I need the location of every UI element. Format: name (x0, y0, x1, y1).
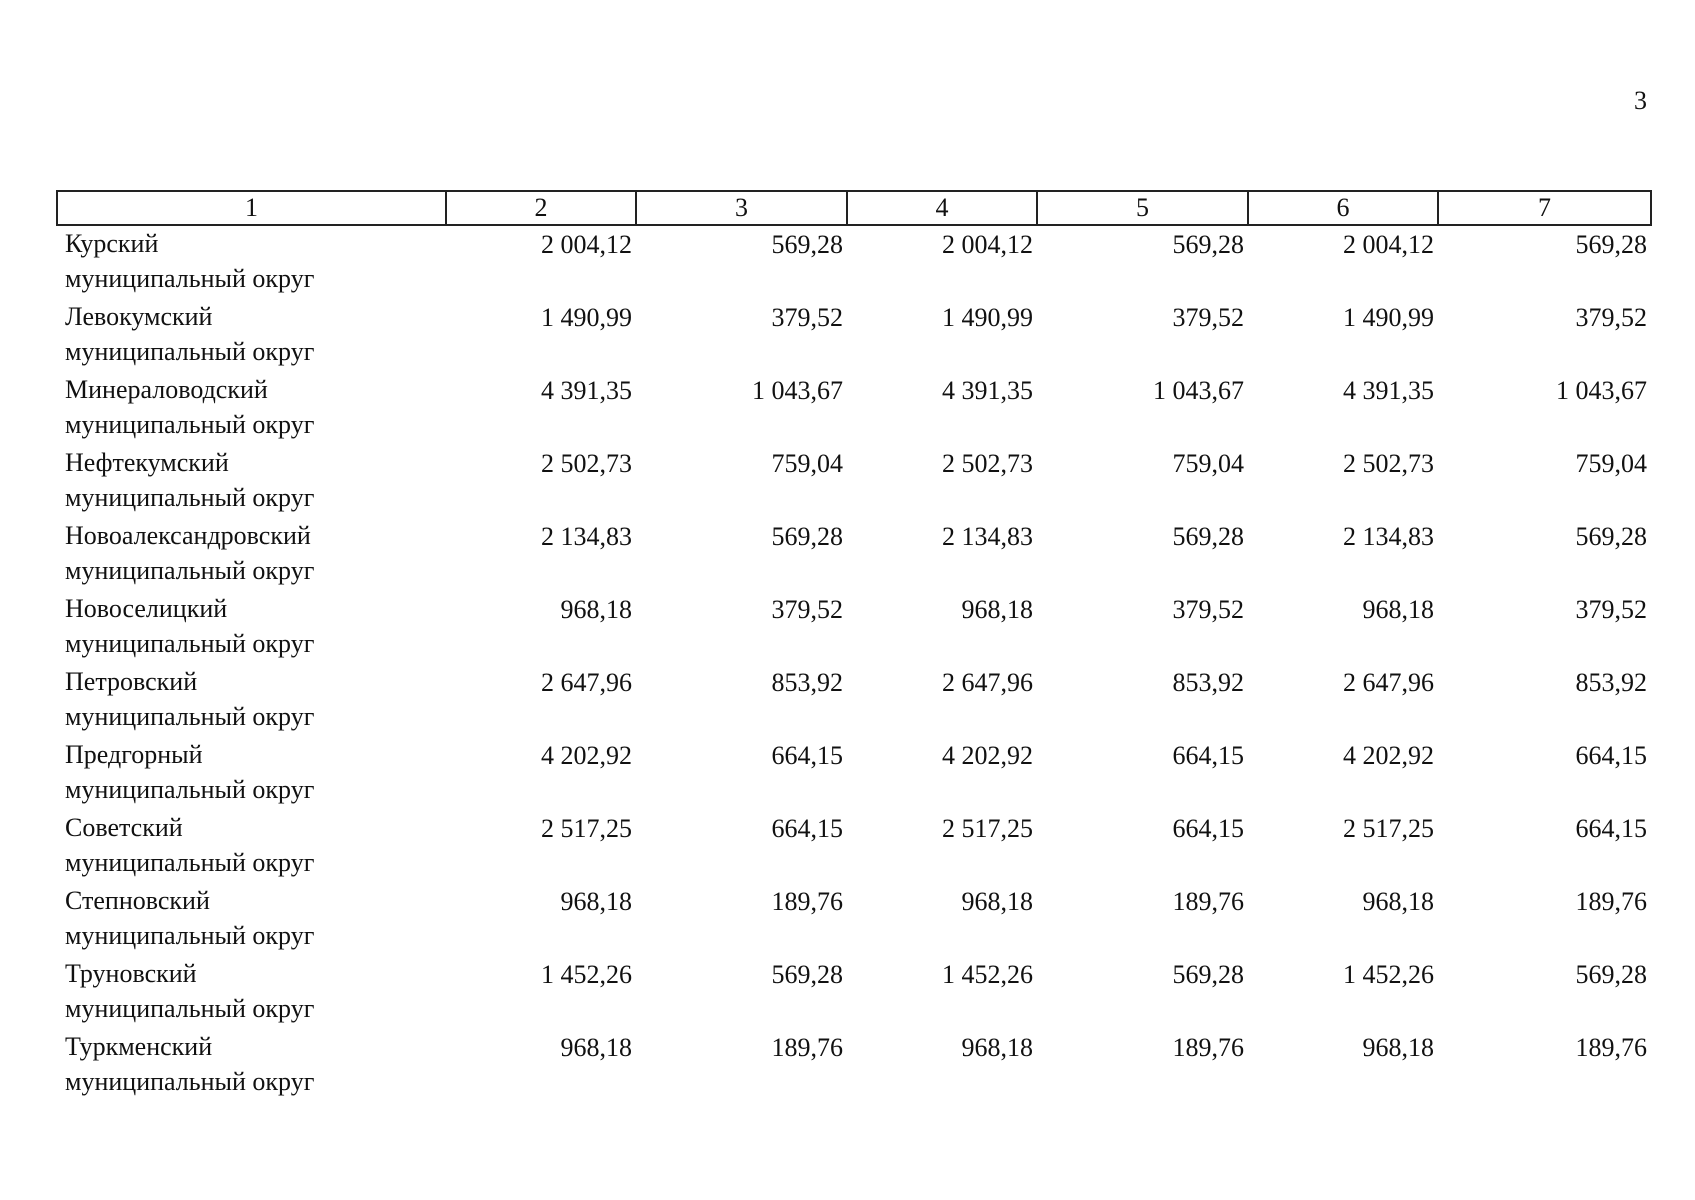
value-cell-col-3: 189,76 (771, 1033, 843, 1062)
district-name: Советский (65, 813, 183, 842)
value-cell-col-2: 2 502,73 (541, 449, 632, 478)
district-name: Новоселицкий (65, 594, 228, 623)
table-row (57, 225, 1651, 299)
value-cell-col-6: 1 490,99 (1343, 303, 1434, 332)
district-name-cell (57, 883, 446, 956)
district-name: Новоалександровский (65, 521, 311, 550)
data-table (56, 190, 1652, 1102)
value-cell-col-7: 189,76 (1575, 887, 1647, 916)
value-cell-col-4: 2 502,73 (942, 449, 1033, 478)
district-type: муниципальный округ (65, 775, 315, 804)
value-cell-col-2: 1 490,99 (541, 303, 632, 332)
header-row (57, 191, 1651, 225)
column-header-7: 7 (1438, 191, 1651, 225)
table-header (57, 191, 1651, 225)
value-cell-col-5: 379,52 (1172, 595, 1244, 624)
value-cell-col-2: 1 452,26 (541, 960, 632, 989)
column-header-2: 2 (446, 191, 636, 225)
district-type: муниципальный округ (65, 702, 315, 731)
district-type: муниципальный округ (65, 556, 315, 585)
column-header-5: 5 (1037, 191, 1248, 225)
value-cell-col-5: 853,92 (1172, 668, 1244, 697)
table-row (57, 591, 1651, 664)
district-name-cell (57, 445, 446, 518)
value-cell-col-3: 853,92 (771, 668, 843, 697)
value-cell-col-6: 2 502,73 (1343, 449, 1434, 478)
value-cell-col-6: 2 517,25 (1343, 814, 1434, 843)
district-name: Курский (65, 229, 159, 258)
district-name-cell (57, 956, 446, 1029)
value-cell-col-4: 2 647,96 (942, 668, 1033, 697)
value-cell-col-7: 664,15 (1575, 741, 1647, 770)
value-cell-col-3: 664,15 (771, 814, 843, 843)
district-type: муниципальный округ (65, 921, 315, 950)
value-cell-col-5: 759,04 (1172, 449, 1244, 478)
district-type: муниципальный округ (65, 994, 315, 1023)
value-cell-col-7: 379,52 (1575, 595, 1647, 624)
district-name: Труновский (65, 959, 197, 988)
value-cell-col-6: 2 134,83 (1343, 522, 1434, 551)
value-cell-col-3: 569,28 (771, 230, 843, 259)
table-row (57, 883, 1651, 956)
district-name-cell (57, 664, 446, 737)
value-cell-col-4: 1 452,26 (942, 960, 1033, 989)
table-row (57, 445, 1651, 518)
value-cell-col-2: 4 391,35 (541, 376, 632, 405)
value-cell-col-2: 2 004,12 (541, 230, 632, 259)
value-cell-col-4: 2 517,25 (942, 814, 1033, 843)
value-cell-col-7: 569,28 (1575, 230, 1647, 259)
table-row (57, 956, 1651, 1029)
table-row (57, 737, 1651, 810)
district-name-cell (57, 1029, 446, 1102)
page-number: 3 (1634, 86, 1647, 115)
district-name-cell (57, 518, 446, 591)
value-cell-col-5: 379,52 (1172, 303, 1244, 332)
value-cell-col-6: 1 452,26 (1343, 960, 1434, 989)
district-name-cell (57, 591, 446, 664)
value-cell-col-3: 664,15 (771, 741, 843, 770)
value-cell-col-6: 2 647,96 (1343, 668, 1434, 697)
district-name: Петровский (65, 667, 198, 696)
value-cell-col-4: 1 490,99 (942, 303, 1033, 332)
value-cell-col-4: 4 391,35 (942, 376, 1033, 405)
value-cell-col-3: 1 043,67 (752, 376, 843, 405)
table-row (57, 810, 1651, 883)
district-name-cell (57, 225, 446, 299)
table-row (57, 299, 1651, 372)
value-cell-col-7: 569,28 (1575, 960, 1647, 989)
value-cell-col-7: 379,52 (1575, 303, 1647, 332)
value-cell-col-4: 968,18 (961, 595, 1033, 624)
district-name: Степновский (65, 886, 210, 915)
value-cell-col-2: 4 202,92 (541, 741, 632, 770)
value-cell-col-7: 853,92 (1575, 668, 1647, 697)
value-cell-col-7: 569,28 (1575, 522, 1647, 551)
value-cell-col-4: 968,18 (961, 1033, 1033, 1062)
district-name: Левокумский (65, 302, 213, 331)
district-type: муниципальный округ (65, 1067, 315, 1096)
table-row (57, 372, 1651, 445)
value-cell-col-6: 4 202,92 (1343, 741, 1434, 770)
value-cell-col-6: 4 391,35 (1343, 376, 1434, 405)
district-type: муниципальный округ (65, 629, 315, 658)
district-name-cell (57, 372, 446, 445)
value-cell-col-5: 569,28 (1172, 960, 1244, 989)
district-name: Туркменский (65, 1032, 213, 1061)
district-type: муниципальный округ (65, 264, 315, 293)
column-header-6: 6 (1248, 191, 1438, 225)
value-cell-col-4: 2 134,83 (942, 522, 1033, 551)
value-cell-col-7: 189,76 (1575, 1033, 1647, 1062)
value-cell-col-2: 968,18 (560, 887, 632, 916)
value-cell-col-6: 968,18 (1362, 887, 1434, 916)
value-cell-col-2: 2 517,25 (541, 814, 632, 843)
district-name: Предгорный (65, 740, 203, 769)
district-name: Нефтекумский (65, 448, 229, 477)
value-cell-col-3: 569,28 (771, 960, 843, 989)
column-header-3: 3 (636, 191, 847, 225)
value-cell-col-5: 664,15 (1172, 814, 1244, 843)
value-cell-col-5: 189,76 (1172, 1033, 1244, 1062)
value-cell-col-4: 2 004,12 (942, 230, 1033, 259)
district-type: муниципальный округ (65, 410, 315, 439)
table-row (57, 664, 1651, 737)
district-name-cell (57, 810, 446, 883)
value-cell-col-3: 569,28 (771, 522, 843, 551)
district-type: муниципальный округ (65, 337, 315, 366)
table-body (57, 225, 1651, 1102)
table-row (57, 1029, 1651, 1102)
value-cell-col-3: 759,04 (771, 449, 843, 478)
value-cell-col-5: 1 043,67 (1153, 376, 1244, 405)
value-cell-col-2: 2 134,83 (541, 522, 632, 551)
value-cell-col-5: 664,15 (1172, 741, 1244, 770)
value-cell-col-2: 2 647,96 (541, 668, 632, 697)
value-cell-col-6: 2 004,12 (1343, 230, 1434, 259)
district-name-cell (57, 737, 446, 810)
district-name-cell (57, 299, 446, 372)
district-name: Минераловодский (65, 375, 268, 404)
value-cell-col-3: 189,76 (771, 887, 843, 916)
value-cell-col-4: 968,18 (961, 887, 1033, 916)
value-cell-col-4: 4 202,92 (942, 741, 1033, 770)
value-cell-col-6: 968,18 (1362, 595, 1434, 624)
column-header-1: 1 (57, 191, 446, 225)
district-type: муниципальный округ (65, 848, 315, 877)
value-cell-col-7: 1 043,67 (1556, 376, 1647, 405)
value-cell-col-5: 569,28 (1172, 230, 1244, 259)
table-row (57, 518, 1651, 591)
value-cell-col-2: 968,18 (560, 1033, 632, 1062)
value-cell-col-7: 664,15 (1575, 814, 1647, 843)
value-cell-col-6: 968,18 (1362, 1033, 1434, 1062)
value-cell-col-3: 379,52 (771, 595, 843, 624)
value-cell-col-7: 759,04 (1575, 449, 1647, 478)
value-cell-col-3: 379,52 (771, 303, 843, 332)
column-header-4: 4 (847, 191, 1037, 225)
district-type: муниципальный округ (65, 483, 315, 512)
value-cell-col-5: 189,76 (1172, 887, 1244, 916)
value-cell-col-2: 968,18 (560, 595, 632, 624)
value-cell-col-5: 569,28 (1172, 522, 1244, 551)
